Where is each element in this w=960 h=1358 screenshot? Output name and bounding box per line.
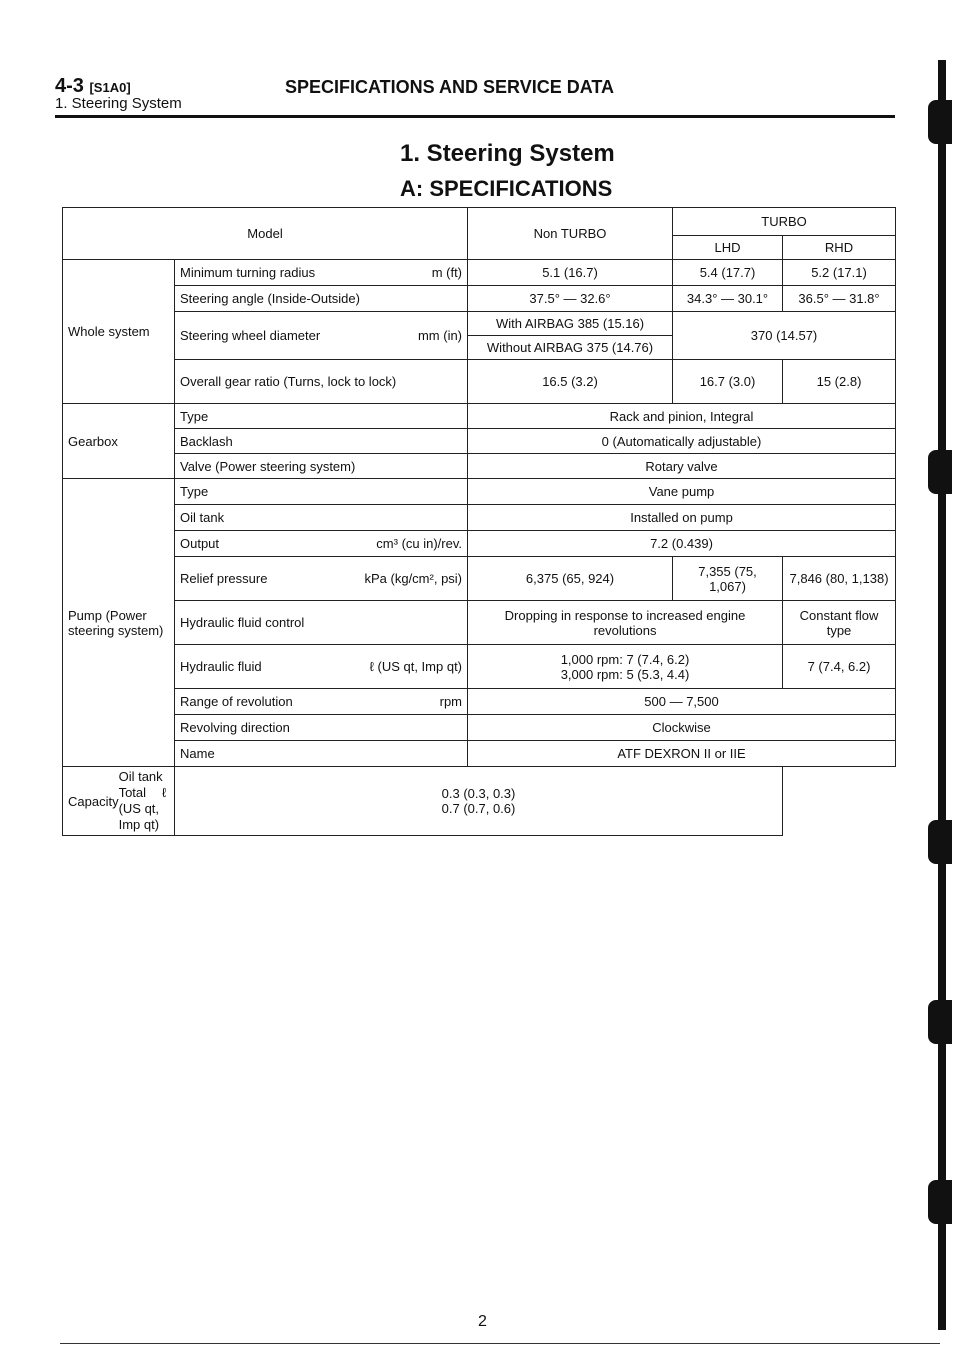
value-rhd: 7,846 (80, 1,138) xyxy=(783,557,896,601)
value-non-turbo-without-airbag: Without AIRBAG 375 (14.76) xyxy=(468,336,673,360)
header-model: Model xyxy=(63,208,468,260)
table-row xyxy=(63,454,896,479)
param-label: Output xyxy=(180,536,220,551)
value-rhd: 7 (7.4, 6.2) xyxy=(783,645,896,689)
value-all: Clockwise xyxy=(468,715,896,741)
page-number: 2 xyxy=(478,1313,487,1330)
table-row xyxy=(63,645,896,689)
param-unit: ℓ (US qt, Imp qt) xyxy=(118,785,167,832)
param-label: Minimum turning radius xyxy=(180,265,316,280)
value-lhd: 7,355 (75, 1,067) xyxy=(673,557,783,601)
group-gearbox: Gearbox xyxy=(63,404,175,479)
value-rhd: 15 (2.8) xyxy=(783,360,896,404)
value-turbo: 370 (14.57) xyxy=(673,312,896,360)
value-all: Rotary valve xyxy=(468,454,896,479)
value-non-turbo: 16.5 (3.2) xyxy=(468,360,673,404)
header-non-turbo: Non TURBO xyxy=(468,208,673,260)
binding-edge-bar xyxy=(938,60,946,1330)
value-non-turbo: 5.1 (16.7) xyxy=(468,260,673,286)
param-unit: ℓ (US qt, Imp qt) xyxy=(369,659,463,674)
table-row xyxy=(63,404,896,429)
param-label: Type xyxy=(175,404,468,429)
thumb-tab xyxy=(928,100,952,144)
table-row xyxy=(63,715,896,741)
sub-title: A: SPECIFICATIONS xyxy=(400,176,613,201)
param-label: Steering angle (Inside-Outside) xyxy=(175,286,468,312)
param-unit: m (ft) xyxy=(431,265,463,280)
param-label: Hydraulic fluid control xyxy=(175,601,468,645)
param-unit: mm (in) xyxy=(417,328,463,343)
param-cell xyxy=(175,645,468,689)
subsection-label: 1. Steering System xyxy=(55,95,182,112)
value-non-turbo-with-airbag: With AIRBAG 385 (15.16) xyxy=(468,312,673,336)
value-all: Installed on pump xyxy=(468,505,896,531)
thumb-tab xyxy=(928,1180,952,1224)
value-line: 0.3 (0.3, 0.3) xyxy=(441,786,516,801)
param-label: Name xyxy=(175,741,468,767)
section-ref: [S1A0] xyxy=(89,80,131,95)
section-title: SPECIFICATIONS AND SERVICE DATA xyxy=(285,77,615,97)
param-label: Oil tank xyxy=(175,505,468,531)
param-sublabel: Total xyxy=(118,785,147,800)
param-cell xyxy=(175,689,468,715)
value-non-turbo: 37.5° — 32.6° xyxy=(468,286,673,312)
value-lhd: 34.3° — 30.1° xyxy=(673,286,783,312)
param-cell xyxy=(175,260,468,286)
param-unit: kPa (kg/cm², psi) xyxy=(364,571,463,586)
thumb-tab xyxy=(928,820,952,864)
table-header-row xyxy=(63,208,896,236)
value-all: 500 — 7,500 xyxy=(468,689,896,715)
bottom-rule xyxy=(60,1343,940,1344)
header-lhd: LHD xyxy=(673,236,783,260)
value-non-turbo-lhd: Dropping in response to increased engine revolutions xyxy=(468,601,783,645)
param-label: Overall gear ratio (Turns, lock to lock) xyxy=(175,360,468,404)
table-row xyxy=(63,286,896,312)
value-lhd: 5.4 (17.7) xyxy=(673,260,783,286)
param-label: Relief pressure xyxy=(180,571,268,586)
header-rhd: RHD xyxy=(783,236,896,260)
value-line: 1,000 rpm: 7 (7.4, 6.2) xyxy=(560,651,690,667)
group-pump: Pump (Power steering system) xyxy=(63,479,175,767)
header-turbo: TURBO xyxy=(673,208,896,236)
param-label: Type xyxy=(175,479,468,505)
thumb-tab xyxy=(928,1000,952,1044)
value-lhd: 16.7 (3.0) xyxy=(673,360,783,404)
param-cell xyxy=(63,767,175,836)
group-whole-system: Whole system xyxy=(63,260,175,404)
param-label: Revolving direction xyxy=(175,715,468,741)
table-row xyxy=(63,557,896,601)
table-row xyxy=(63,312,896,336)
value-line: 0.7 (0.7, 0.6) xyxy=(441,801,516,816)
param-cell xyxy=(175,531,468,557)
param-label: Backlash xyxy=(175,429,468,454)
value-rhd: 5.2 (17.1) xyxy=(783,260,896,286)
param-cell xyxy=(175,312,468,360)
section-number: 4-3 xyxy=(55,75,84,97)
value-rhd: 36.5° — 31.8° xyxy=(783,286,896,312)
table-row xyxy=(63,741,896,767)
param-unit: cm³ (cu in)/rev. xyxy=(376,536,463,551)
value-rhd: Constant flow type xyxy=(783,601,896,645)
value-all: 7.2 (0.439) xyxy=(468,531,896,557)
table-row xyxy=(63,601,896,645)
param-label: Valve (Power steering system) xyxy=(175,454,468,479)
value-all xyxy=(175,767,783,836)
param-cell xyxy=(175,557,468,601)
value-line: 3,000 rpm: 5 (5.3, 4.4) xyxy=(560,666,690,682)
param-label: Range of revolution xyxy=(180,694,293,709)
param-label: Capacity xyxy=(68,793,119,809)
param-sublabel: Oil tank xyxy=(118,769,163,784)
table-row xyxy=(63,260,896,286)
value-all: 0 (Automatically adjustable) xyxy=(468,429,896,454)
table-row xyxy=(63,429,896,454)
specifications-table xyxy=(62,207,896,836)
value-non-turbo: 6,375 (65, 924) xyxy=(468,557,673,601)
param-unit: rpm xyxy=(439,694,463,709)
table-row xyxy=(63,479,896,505)
thumb-tab xyxy=(928,450,952,494)
param-label: Steering wheel diameter xyxy=(180,328,321,343)
table-row xyxy=(63,689,896,715)
value-non-turbo-lhd xyxy=(468,645,783,689)
value-all: Vane pump xyxy=(468,479,896,505)
table-row xyxy=(63,360,896,404)
value-all: Rack and pinion, Integral xyxy=(468,404,896,429)
main-title: 1. Steering System xyxy=(400,140,615,167)
table-row xyxy=(63,531,896,557)
header-rule xyxy=(55,115,895,118)
value-all: ATF DEXRON II or IIE xyxy=(468,741,896,767)
table-row xyxy=(63,767,896,836)
param-label: Hydraulic fluid xyxy=(180,659,262,674)
table-row xyxy=(63,505,896,531)
